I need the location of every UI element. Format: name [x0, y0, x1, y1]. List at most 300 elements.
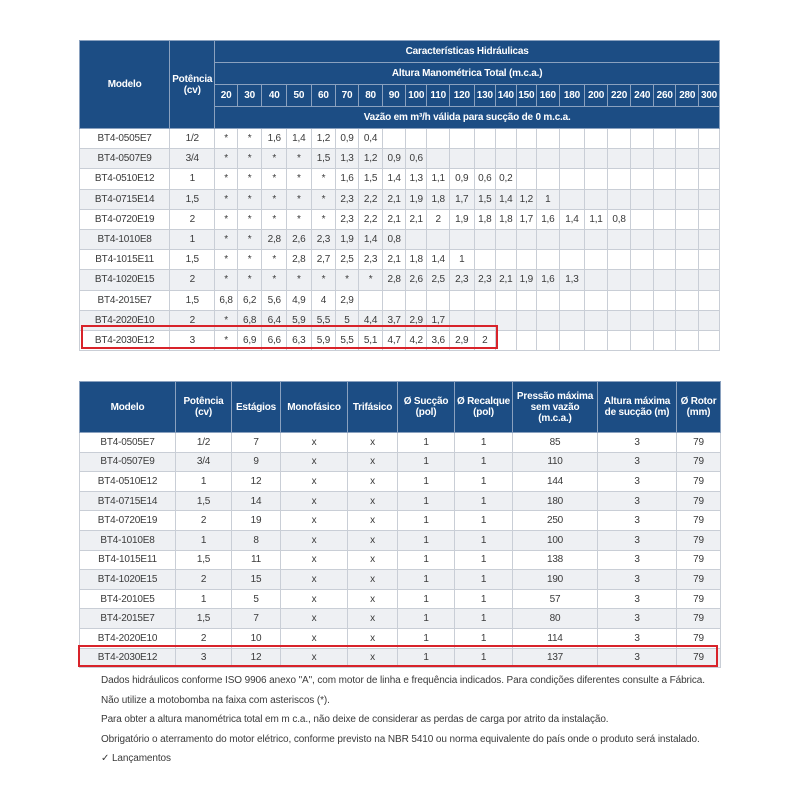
table-row	[80, 491, 721, 511]
flow-cell	[516, 149, 537, 169]
spec-discharge-cell: 1	[455, 550, 513, 570]
flow-cell	[449, 310, 474, 330]
spec-rotor-cell: 79	[677, 472, 721, 492]
flow-cell: 1,2	[311, 129, 336, 149]
power-header	[170, 41, 215, 129]
flow-cell	[427, 129, 450, 149]
flow-cell: *	[215, 270, 238, 290]
flow-cell	[653, 229, 676, 249]
spec-power-cell: 1,5	[176, 491, 232, 511]
spec-power-cell: 1/2	[176, 433, 232, 453]
flow-cell: 2,6	[287, 229, 312, 249]
spec-suction-cell: 1	[398, 609, 455, 629]
table-row	[80, 609, 721, 629]
spec-suction-cell: 1	[398, 511, 455, 531]
flow-cell: 1,7	[449, 189, 474, 209]
spec-header-stages: Estágios	[232, 382, 281, 433]
spec-stages-cell: 5	[232, 589, 281, 609]
spec-rotor-cell: 79	[677, 648, 721, 668]
flow-cell: 6,6	[262, 330, 287, 350]
spec-mono-cell: x	[281, 648, 348, 668]
flow-cell	[699, 129, 720, 149]
power-cell: 2	[170, 270, 215, 290]
spec-max-suction-cell: 3	[598, 452, 677, 472]
flow-cell: 1	[449, 250, 474, 270]
spec-model-cell: BT4-2030E12	[80, 648, 176, 668]
flow-cell	[653, 330, 676, 350]
flow-cell	[676, 270, 699, 290]
flow-cell	[474, 310, 496, 330]
table-row	[80, 530, 721, 550]
flow-cell	[496, 149, 517, 169]
spec-max-suction-cell: 3	[598, 491, 677, 511]
flow-cell: 3,6	[427, 330, 450, 350]
flow-cell	[516, 290, 537, 310]
spec-max-suction-cell: 3	[598, 570, 677, 590]
flow-cell: 0,9	[383, 149, 406, 169]
flow-cell	[559, 330, 585, 350]
flow-cell: 2,1	[383, 189, 406, 209]
flow-cell	[585, 149, 608, 169]
flow-cell	[585, 169, 608, 189]
flow-cell	[585, 250, 608, 270]
spec-pressure-cell: 85	[513, 433, 598, 453]
spec-pressure-cell: 137	[513, 648, 598, 668]
spec-discharge-cell: 1	[455, 491, 513, 511]
spec-tri-cell: x	[348, 609, 398, 629]
spec-model-cell: BT4-2015E7	[80, 609, 176, 629]
spec-stages-cell: 12	[232, 648, 281, 668]
flow-cell	[537, 129, 560, 149]
flow-cell	[653, 169, 676, 189]
flow-cell	[537, 310, 560, 330]
spec-max-suction-cell: 3	[598, 530, 677, 550]
flow-cell: *	[262, 250, 287, 270]
flow-cell	[607, 310, 631, 330]
flow-cell: *	[262, 169, 287, 189]
flow-cell: 2,3	[336, 189, 359, 209]
height-cell: 220	[607, 85, 631, 107]
model-cell: BT4-0505E7	[80, 129, 170, 149]
flow-cell: 1,3	[405, 169, 427, 189]
flow-cell	[405, 229, 427, 249]
spec-pressure-cell: 144	[513, 472, 598, 492]
flow-cell: *	[311, 270, 336, 290]
flow-cell	[449, 290, 474, 310]
flow-cell	[559, 189, 585, 209]
flow-cell: *	[287, 189, 312, 209]
flow-cell	[676, 189, 699, 209]
flow-cell	[653, 270, 676, 290]
flow-cell: 2,8	[383, 270, 406, 290]
flow-cell	[607, 229, 631, 249]
flow-cell: *	[287, 209, 312, 229]
spec-pressure-cell: 100	[513, 530, 598, 550]
spec-discharge-cell: 1	[455, 648, 513, 668]
spec-suction-cell: 1	[398, 433, 455, 453]
flow-cell	[537, 250, 560, 270]
flow-cell	[631, 149, 654, 169]
spec-model-cell: BT4-2020E10	[80, 628, 176, 648]
flow-cell	[653, 189, 676, 209]
table-row	[80, 330, 720, 350]
flow-cell: *	[262, 189, 287, 209]
flow-cell	[474, 290, 496, 310]
flow-cell	[676, 129, 699, 149]
flow-cell	[449, 229, 474, 249]
flow-cell	[699, 250, 720, 270]
spec-tri-cell: x	[348, 452, 398, 472]
flow-cell: *	[237, 129, 262, 149]
flow-cell: 4	[311, 290, 336, 310]
flow-cell	[474, 129, 496, 149]
flow-cell: *	[237, 250, 262, 270]
spec-header-mono: Monofásico	[281, 382, 348, 433]
flow-cell	[676, 310, 699, 330]
flow-cell	[607, 290, 631, 310]
height-cell: 130	[474, 85, 496, 107]
spec-max-suction-cell: 3	[598, 433, 677, 453]
height-cell: 50	[287, 85, 312, 107]
flow-cell	[516, 330, 537, 350]
spec-mono-cell: x	[281, 452, 348, 472]
height-cell: 180	[559, 85, 585, 107]
flow-cell: 1,3	[559, 270, 585, 290]
flow-cell: 1,2	[516, 189, 537, 209]
flow-cell: 0,6	[474, 169, 496, 189]
spec-header-power: Potência (cv)	[176, 382, 232, 433]
spec-rotor-cell: 79	[677, 452, 721, 472]
flow-cell	[653, 209, 676, 229]
spec-rotor-cell: 79	[677, 550, 721, 570]
flow-cell	[631, 229, 654, 249]
flow-cell: 1,4	[559, 209, 585, 229]
flow-cell	[653, 129, 676, 149]
table-row	[80, 648, 721, 668]
height-cell: 90	[383, 85, 406, 107]
spec-header-max-suction: Altura máxima de sucção (m)	[598, 382, 677, 433]
spec-discharge-cell: 1	[455, 609, 513, 629]
flow-cell	[699, 270, 720, 290]
height-cell: 80	[358, 85, 383, 107]
flow-cell	[537, 290, 560, 310]
spec-power-cell: 1,5	[176, 550, 232, 570]
spec-model-cell: BT4-0715E14	[80, 491, 176, 511]
flow-cell: 1,6	[336, 169, 359, 189]
flow-cell	[559, 149, 585, 169]
flow-cell: 2,2	[358, 189, 383, 209]
model-cell: BT4-2020E10	[80, 310, 170, 330]
flow-cell: 2,8	[262, 229, 287, 249]
flow-cell: 2,5	[427, 270, 450, 290]
flow-cell: 2,9	[336, 290, 359, 310]
height-cell: 140	[496, 85, 517, 107]
height-cell: 110	[427, 85, 450, 107]
table-row	[80, 169, 720, 189]
flow-cell	[516, 250, 537, 270]
spec-max-suction-cell: 3	[598, 609, 677, 629]
flow-cell	[516, 229, 537, 249]
flow-cell	[427, 229, 450, 249]
flow-cell: 0,8	[607, 209, 631, 229]
flow-cell: 1,3	[336, 149, 359, 169]
spec-pressure-cell: 110	[513, 452, 598, 472]
model-header: Modelo	[80, 41, 170, 129]
flow-cell	[585, 189, 608, 209]
flow-cell	[631, 330, 654, 350]
flow-cell	[496, 250, 517, 270]
spec-suction-cell: 1	[398, 628, 455, 648]
flow-cell	[585, 290, 608, 310]
flow-cell: 1,6	[537, 270, 560, 290]
flow-cell	[537, 330, 560, 350]
power-cell: 1,5	[170, 189, 215, 209]
spec-discharge-cell: 1	[455, 511, 513, 531]
spec-model-cell: BT4-0510E12	[80, 472, 176, 492]
flow-cell: 4,2	[405, 330, 427, 350]
flow-cell: 6,8	[237, 310, 262, 330]
flow-cell	[585, 310, 608, 330]
flow-cell	[653, 310, 676, 330]
flow-cell	[496, 310, 517, 330]
flow-cell	[699, 169, 720, 189]
flow-cell	[676, 149, 699, 169]
power-cell: 3	[170, 330, 215, 350]
spec-mono-cell: x	[281, 511, 348, 531]
flow-cell: 2,1	[383, 209, 406, 229]
flow-cell: 2,3	[311, 229, 336, 249]
power-cell: 1,5	[170, 290, 215, 310]
power-cell: 3/4	[170, 149, 215, 169]
flow-cell	[607, 169, 631, 189]
flow-cell: *	[215, 229, 238, 249]
flow-cell: *	[215, 149, 238, 169]
table-row	[80, 570, 721, 590]
table-row	[80, 452, 721, 472]
flow-cell	[699, 229, 720, 249]
flow-cell: 1,9	[405, 189, 427, 209]
flow-cell: 4,9	[287, 290, 312, 310]
spec-header-discharge: Ø Recalque (pol)	[455, 382, 513, 433]
flow-cell	[607, 250, 631, 270]
flow-cell: 1,4	[287, 129, 312, 149]
flow-cell	[631, 270, 654, 290]
flow-cell: *	[311, 189, 336, 209]
spec-stages-cell: 11	[232, 550, 281, 570]
spec-mono-cell: x	[281, 589, 348, 609]
flow-cell	[699, 149, 720, 169]
flow-cell: *	[237, 209, 262, 229]
specs-body	[80, 433, 721, 668]
flow-cell	[699, 290, 720, 310]
flow-cell	[537, 169, 560, 189]
flow-cell: 2,1	[496, 270, 517, 290]
flow-cell: 2,9	[405, 310, 427, 330]
table-row	[80, 310, 720, 330]
flow-cell: 2,9	[449, 330, 474, 350]
flow-cell: *	[237, 189, 262, 209]
spec-power-cell: 1	[176, 589, 232, 609]
spec-suction-cell: 1	[398, 491, 455, 511]
flow-cell	[516, 129, 537, 149]
hydraulic-body	[80, 129, 720, 351]
flow-cell: *	[215, 330, 238, 350]
flow-cell: 2,2	[358, 209, 383, 229]
height-cell: 20	[215, 85, 238, 107]
flow-cell: 1,4	[496, 189, 517, 209]
flow-cell: 5,5	[336, 330, 359, 350]
flow-cell	[427, 149, 450, 169]
height-cell: 200	[585, 85, 608, 107]
flow-cell	[676, 250, 699, 270]
flow-cell	[676, 229, 699, 249]
spec-pressure-cell: 250	[513, 511, 598, 531]
spec-model-cell: BT4-1015E11	[80, 550, 176, 570]
spec-tri-cell: x	[348, 589, 398, 609]
flow-cell	[607, 270, 631, 290]
flow-cell	[383, 129, 406, 149]
flow-cell	[559, 229, 585, 249]
specs-table	[79, 381, 721, 668]
flow-cell: 1	[537, 189, 560, 209]
flow-cell: 6,2	[237, 290, 262, 310]
flow-cell: 2,1	[405, 209, 427, 229]
flow-cell	[474, 229, 496, 249]
height-cell: 60	[311, 85, 336, 107]
spec-mono-cell: x	[281, 530, 348, 550]
spec-mono-cell: x	[281, 570, 348, 590]
flow-note: Vazão em m³/h válida para sucção de 0 m.c.a.	[215, 107, 720, 129]
flow-cell	[383, 290, 406, 310]
spec-model-cell: BT4-0720E19	[80, 511, 176, 531]
flow-cell: 5	[336, 310, 359, 330]
flow-cell: *	[215, 250, 238, 270]
flow-cell	[631, 129, 654, 149]
flow-cell: 6,4	[262, 310, 287, 330]
power-cell: 1/2	[170, 129, 215, 149]
flow-cell	[405, 290, 427, 310]
note-2: Não utilize a motobomba na faixa com asteriscos (*).	[101, 694, 330, 706]
spec-model-cell: BT4-0507E9	[80, 452, 176, 472]
model-cell: BT4-0507E9	[80, 149, 170, 169]
flow-cell: 0,9	[449, 169, 474, 189]
flow-cell: 1,9	[336, 229, 359, 249]
flow-cell: *	[237, 149, 262, 169]
note-1: Dados hidráulicos conforme ISO 9906 anexo "A", com motor de linha e frequência indicados. Para condições diferentes consulte a Fábrica.	[101, 675, 705, 686]
spec-discharge-cell: 1	[455, 472, 513, 492]
spec-rotor-cell: 79	[677, 570, 721, 590]
flow-cell: *	[215, 129, 238, 149]
spec-header-tri: Trifásico	[348, 382, 398, 433]
power-cell: 1	[170, 169, 215, 189]
flow-cell: *	[287, 270, 312, 290]
height-cell: 240	[631, 85, 654, 107]
spec-rotor-cell: 79	[677, 628, 721, 648]
spec-mono-cell: x	[281, 433, 348, 453]
flow-cell	[676, 169, 699, 189]
spec-max-suction-cell: 3	[598, 589, 677, 609]
flow-cell	[537, 149, 560, 169]
flow-cell	[631, 189, 654, 209]
spec-stages-cell: 14	[232, 491, 281, 511]
flow-cell: 1,4	[358, 229, 383, 249]
spec-max-suction-cell: 3	[598, 550, 677, 570]
flow-cell: *	[358, 270, 383, 290]
spec-rotor-cell: 79	[677, 491, 721, 511]
flow-cell: 2,1	[383, 250, 406, 270]
flow-cell	[559, 250, 585, 270]
flow-cell	[653, 250, 676, 270]
model-cell: BT4-1020E15	[80, 270, 170, 290]
spec-power-cell: 1	[176, 530, 232, 550]
flow-cell: 2	[474, 330, 496, 350]
table-row	[80, 550, 721, 570]
flow-cell: 2,7	[311, 250, 336, 270]
flow-cell: *	[287, 149, 312, 169]
table-row	[80, 250, 720, 270]
spec-tri-cell: x	[348, 628, 398, 648]
spec-tri-cell: x	[348, 491, 398, 511]
note-4: Obrigatório o aterramento do motor elétrico, conforme previsto na NBR 5410 ou norma equivalente do país onde o produto será instalado.	[101, 733, 700, 745]
spec-power-cell: 3	[176, 648, 232, 668]
table-row	[80, 628, 721, 648]
flow-cell	[631, 290, 654, 310]
flow-cell: 0,2	[496, 169, 517, 189]
flow-cell	[427, 290, 450, 310]
flow-cell: 6,9	[237, 330, 262, 350]
height-cell: 100	[405, 85, 427, 107]
flow-cell	[474, 250, 496, 270]
flow-cell: 5,9	[311, 330, 336, 350]
flow-cell	[559, 169, 585, 189]
spec-discharge-cell: 1	[455, 433, 513, 453]
flow-cell: 5,9	[287, 310, 312, 330]
model-cell: BT4-0715E14	[80, 189, 170, 209]
spec-power-cell: 2	[176, 628, 232, 648]
spec-rotor-cell: 79	[677, 530, 721, 550]
model-cell: BT4-2030E12	[80, 330, 170, 350]
model-cell: BT4-1015E11	[80, 250, 170, 270]
flow-cell	[631, 310, 654, 330]
flow-cell: 2,3	[358, 250, 383, 270]
spec-power-cell: 3/4	[176, 452, 232, 472]
spec-discharge-cell: 1	[455, 570, 513, 590]
spec-tri-cell: x	[348, 530, 398, 550]
power-cell: 2	[170, 310, 215, 330]
flow-cell: 1,2	[358, 149, 383, 169]
table-row	[80, 270, 720, 290]
table-row	[80, 209, 720, 229]
spec-discharge-cell: 1	[455, 589, 513, 609]
power-cell: 2	[170, 209, 215, 229]
height-cell: 40	[262, 85, 287, 107]
height-cell: 30	[237, 85, 262, 107]
spec-tri-cell: x	[348, 570, 398, 590]
flow-cell	[631, 209, 654, 229]
height-cell: 260	[653, 85, 676, 107]
group-title: Características Hidráulicas	[215, 41, 720, 63]
spec-stages-cell: 10	[232, 628, 281, 648]
spec-header-rotor: Ø Rotor (mm)	[677, 382, 721, 433]
flow-cell: 4,4	[358, 310, 383, 330]
spec-model-cell: BT4-1010E8	[80, 530, 176, 550]
model-cell: BT4-0720E19	[80, 209, 170, 229]
spec-pressure-cell: 138	[513, 550, 598, 570]
table-row	[80, 472, 721, 492]
flow-cell: *	[311, 169, 336, 189]
spec-header-max-pressure: Pressão máxima sem vazão (m.c.a.)	[513, 382, 598, 433]
flow-cell: 1,7	[427, 310, 450, 330]
